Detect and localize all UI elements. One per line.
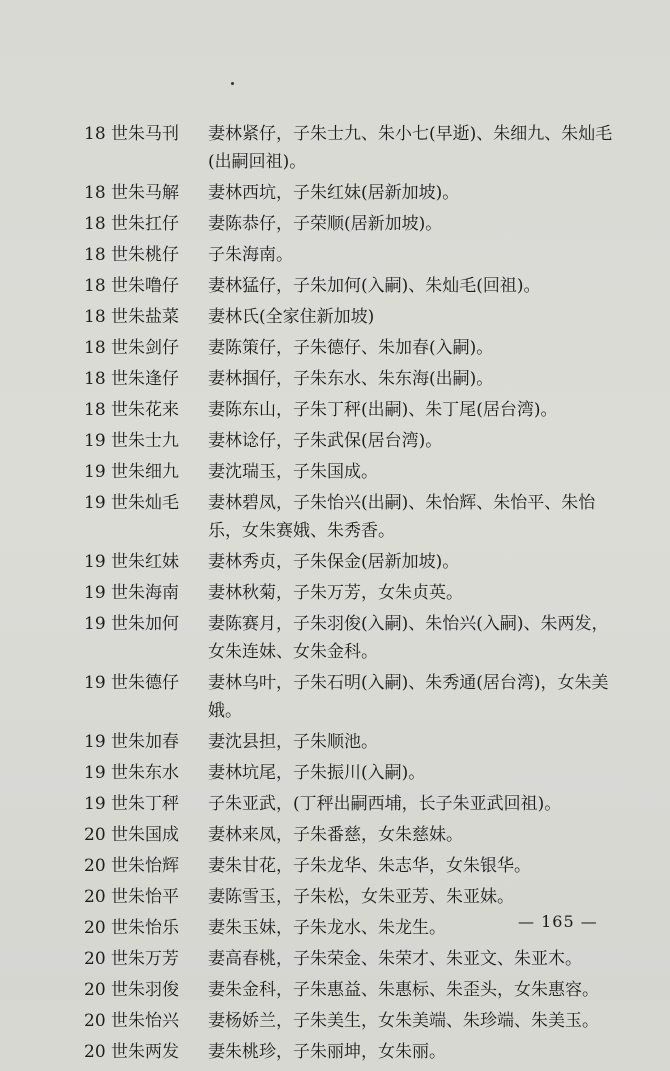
family-description: 妻朱金科，子朱惠益、朱惠标、朱歪头，女朱惠容。 [208,980,599,1000]
family-description: 妻朱桃珍，子朱丽坤，女朱丽。 [208,1042,446,1062]
generation-name: 19 世朱加何 [84,614,180,634]
generation-name: 18 世朱马刊 [84,124,180,144]
family-description: 妻林秀贞，子朱保金(居新加坡)。 [208,552,460,572]
family-description: 妻林坑尾，子朱振川(入嗣)。 [208,763,426,783]
family-description: 妻林掴仔，子朱东水、朱东海(出嗣)。 [208,369,494,389]
family-description: 妻林西坑，子朱红妹(居新加坡)。 [208,183,460,203]
family-description: 妻林氏(全家住新加坡) [208,307,375,327]
genealogy-entry [84,761,624,785]
genealogy-entry [84,429,624,453]
genealogy-entry [84,947,624,971]
genealogy-entry [84,305,624,329]
ink-dot [231,82,234,85]
family-description: 妻陈东山，子朱丁秤(出嗣)、朱丁尾(居台湾)。 [208,400,558,420]
generation-name: 20 世朱怡兴 [84,1011,180,1031]
generation-name: 19 世朱加春 [84,732,180,752]
genealogy-entry [84,367,624,391]
genealogy-entry [84,978,624,1002]
family-description: 妻沈瑞玉，子朱国成。 [208,462,378,482]
generation-name: 19 世朱红妹 [84,552,180,572]
genealogy-entry [84,823,624,847]
generation-name: 19 世朱海南 [84,583,180,603]
generation-name: 20 世朱怡辉 [84,856,180,876]
generation-name: 18 世朱扛仔 [84,214,180,234]
generation-name: 20 世朱怡乐 [84,918,180,938]
family-description: 妻杨娇兰，子朱美生，女朱美端、朱珍端、朱美玉。 [208,1011,599,1031]
genealogy-entry [84,1040,624,1064]
genealogy-entry [84,550,624,574]
genealogy-entry [84,336,624,360]
generation-name: 19 世朱细九 [84,462,180,482]
generation-name: 18 世朱花来 [84,400,180,420]
family-description: 妻林谂仔，子朱武保(居台湾)。 [208,431,443,451]
genealogy-entry [84,854,624,878]
generation-name: 19 世朱德仔 [84,673,180,693]
family-description: 妻林碧凤，子朱怡兴(出嗣)、朱怡辉、朱怡平、朱怡乐，女朱赛娥、朱秀香。 [208,493,596,541]
genealogy-entry [84,122,624,176]
generation-name: 19 世朱丁秤 [84,794,180,814]
family-description: 子朱亚武，(丁秤出嗣西埔，长子朱亚武回祖)。 [208,794,562,814]
generation-name: 20 世朱国成 [84,825,180,845]
generation-name: 18 世朱剑仔 [84,338,180,358]
family-description: 妻林乌叶，子朱石明(入嗣)、朱秀通(居台湾)，女朱美娥。 [208,673,609,721]
generation-name: 20 世朱怡平 [84,887,180,907]
family-description: 子朱海南。 [208,245,293,265]
genealogy-entry [84,581,624,605]
genealogy-entry [84,274,624,298]
genealogy-entry [84,730,624,754]
family-description: 妻陈策仔，子朱德仔、朱加春(入嗣)。 [208,338,494,358]
generation-name: 18 世朱桃仔 [84,245,180,265]
generation-name: 18 世朱噜仔 [84,276,180,296]
family-description: 妻陈雪玉，子朱松，女朱亚芳、朱亚妹。 [208,887,514,907]
family-description: 妻朱玉妹，子朱龙水、朱龙生。 [208,918,446,938]
genealogy-entry [84,460,624,484]
genealogy-entry [84,885,624,909]
family-description: 妻林来凤，子朱番慈，女朱慈妹。 [208,825,463,845]
family-description: 妻林紧仔，子朱士九、朱小七(早逝)、朱细九、朱灿毛(出嗣回祖)。 [208,124,613,172]
genealogy-entry [84,491,624,545]
family-description: 妻朱甘花，子朱龙华、朱志华，女朱银华。 [208,856,531,876]
genealogy-entry [84,792,624,816]
family-description: 妻林秋菊，子朱万芳，女朱贞英。 [208,583,463,603]
genealogy-entry [84,212,624,236]
generation-name: 19 世朱东水 [84,763,180,783]
genealogy-entry [84,181,624,205]
family-description: 妻沈县担，子朱顺池。 [208,732,378,752]
genealogy-entry [84,1009,624,1033]
generation-name: 19 世朱灿毛 [84,493,180,513]
family-description: 妻林猛仔，子朱加何(入嗣)、朱灿毛(回祖)。 [208,276,541,296]
generation-name: 18 世朱盐菜 [84,307,180,327]
genealogy-entry [84,398,624,422]
generation-name: 20 世朱两发 [84,1042,180,1062]
family-description: 妻陈恭仔，子荣顺(居新加坡)。 [208,214,443,234]
generation-name: 20 世朱万芳 [84,949,180,969]
generation-name: 18 世朱逢仔 [84,369,180,389]
generation-name: 18 世朱马解 [84,183,180,203]
generation-name: 20 世朱羽俊 [84,980,180,1000]
genealogy-entry [84,243,624,267]
genealogy-entry [84,612,624,666]
page-number: — 165 — [518,912,598,931]
family-description: 妻陈赛月，子朱羽俊(入嗣)、朱怡兴(入嗣)、朱两发，女朱连妹、女朱金科。 [208,614,609,662]
family-description: 妻高春桃，子朱荣金、朱荣才、朱亚文、朱亚木。 [208,949,582,969]
genealogy-entry [84,671,624,725]
generation-name: 19 世朱士九 [84,431,180,451]
